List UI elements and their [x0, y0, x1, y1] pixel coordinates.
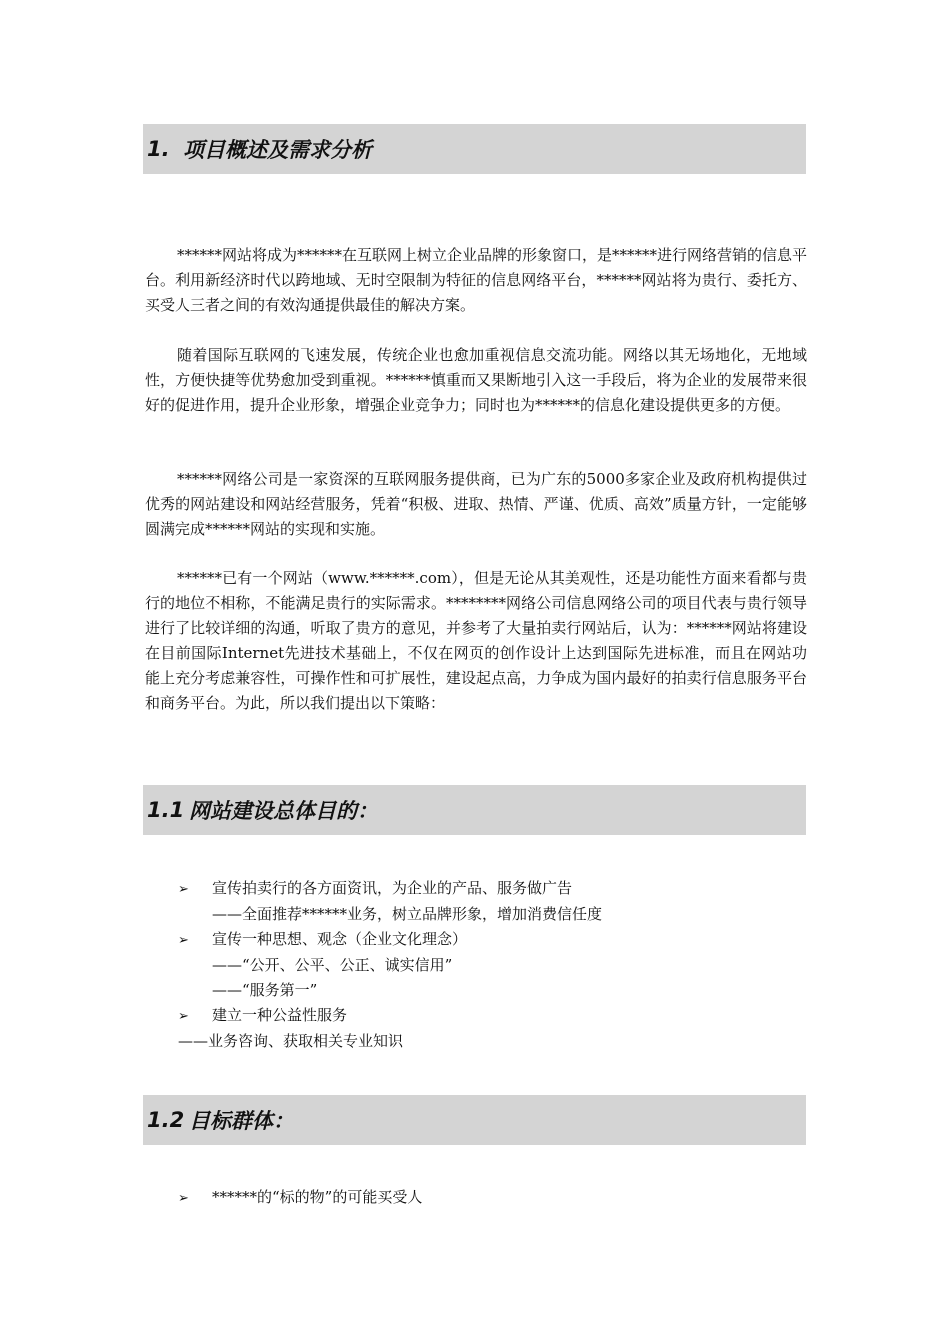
section-number: 1.1: [147, 798, 185, 822]
list-item-subline: ——“服务第一”: [212, 981, 318, 999]
section-number: 1.2: [147, 1108, 185, 1132]
section-heading-1: [143, 124, 806, 174]
arrow-bullet-icon: ➢: [178, 1191, 189, 1206]
paragraph-2: 随着国际互联网的飞速发展，传统企业也愈加重视信息交流功能。网络以其无场地化，无地域性，方便快捷等优势愈加受到重视。******慎重而又果断地引入这一手段后，将为企业的发展带来很好的促进作用，提升企业形象，增强企业竞争力；同时也为******的信息化建设提供更多的方便。: [145, 346, 807, 414]
list-item-subline: ——“公开、公平、公正、诚实信用”: [212, 956, 453, 974]
paragraph-4: ******已有一个网站（www.******.com），但是无论从其美观性，还是功能性方面来看都与贵行的地位不相称，不能满足贵行的实际需求。********网络公司信息网络公司的项目代表与贵行领导进行了比较详细的沟通，听取了贵方的意见，并参考了大量拍卖行网站后，认为：******网站将建设在目前国际Internet先进技术基础上，不仅在网页的创作设计上达到国际先进标准，而且在网站功能上充分考虑兼容性，可操作性和可扩展性，建设起点高，力争成为国内最好的拍卖行信息服务平台和商务平台。为此，所以我们提出以下策略：: [145, 569, 807, 712]
section-title: 目标群体：: [189, 1109, 294, 1133]
arrow-bullet-icon: ➢: [178, 882, 189, 897]
list-item-text: ******的“标的物”的可能买受人: [212, 1188, 423, 1206]
list-item-subline: ——全面推荐******业务，树立品牌形象，增加消费信任度: [212, 905, 603, 923]
list-item-text: 建立一种公益性服务: [212, 1006, 348, 1024]
arrow-bullet-icon: ➢: [178, 933, 189, 948]
goals-list: [178, 876, 798, 1054]
section-title: 网站建设总体目的：: [189, 799, 378, 823]
list-item: [178, 1003, 798, 1029]
paragraph-3: ******网络公司是一家资深的互联网服务提供商，已为广东的5000多家企业及政府机构提供过优秀的网站建设和网站经营服务，凭着“积极、进取、热情、严谨、优质、高效”质量方针，一定能够圆满完成******网站的实现和实施。: [145, 470, 807, 538]
section-heading-1-2: [143, 1095, 806, 1145]
list-trailing-line: ——业务咨询、获取相关专业知识: [178, 1032, 404, 1050]
list-item: [178, 876, 798, 902]
section-heading-1-1: [143, 785, 806, 835]
arrow-bullet-icon: ➢: [178, 1009, 189, 1024]
paragraph-1: ******网站将成为******在互联网上树立企业品牌的形象窗口，是******进行网络营销的信息平台。利用新经济时代以跨地域、无时空限制为特征的信息网络平台，******网站将为贵行、委托方、买受人三者之间的有效沟通提供最佳的解决方案。: [145, 246, 808, 314]
section-title: 项目概述及需求分析: [183, 138, 372, 162]
list-item-text: 宣传拍卖行的各方面资讯，为企业的产品、服务做广告: [212, 879, 573, 897]
target-group-list: [178, 1185, 798, 1211]
list-item: [178, 927, 798, 953]
list-item-text: 宣传一种思想、观念（企业文化理念）: [212, 930, 468, 948]
list-item: [178, 1185, 798, 1211]
section-number: 1.: [147, 137, 170, 161]
